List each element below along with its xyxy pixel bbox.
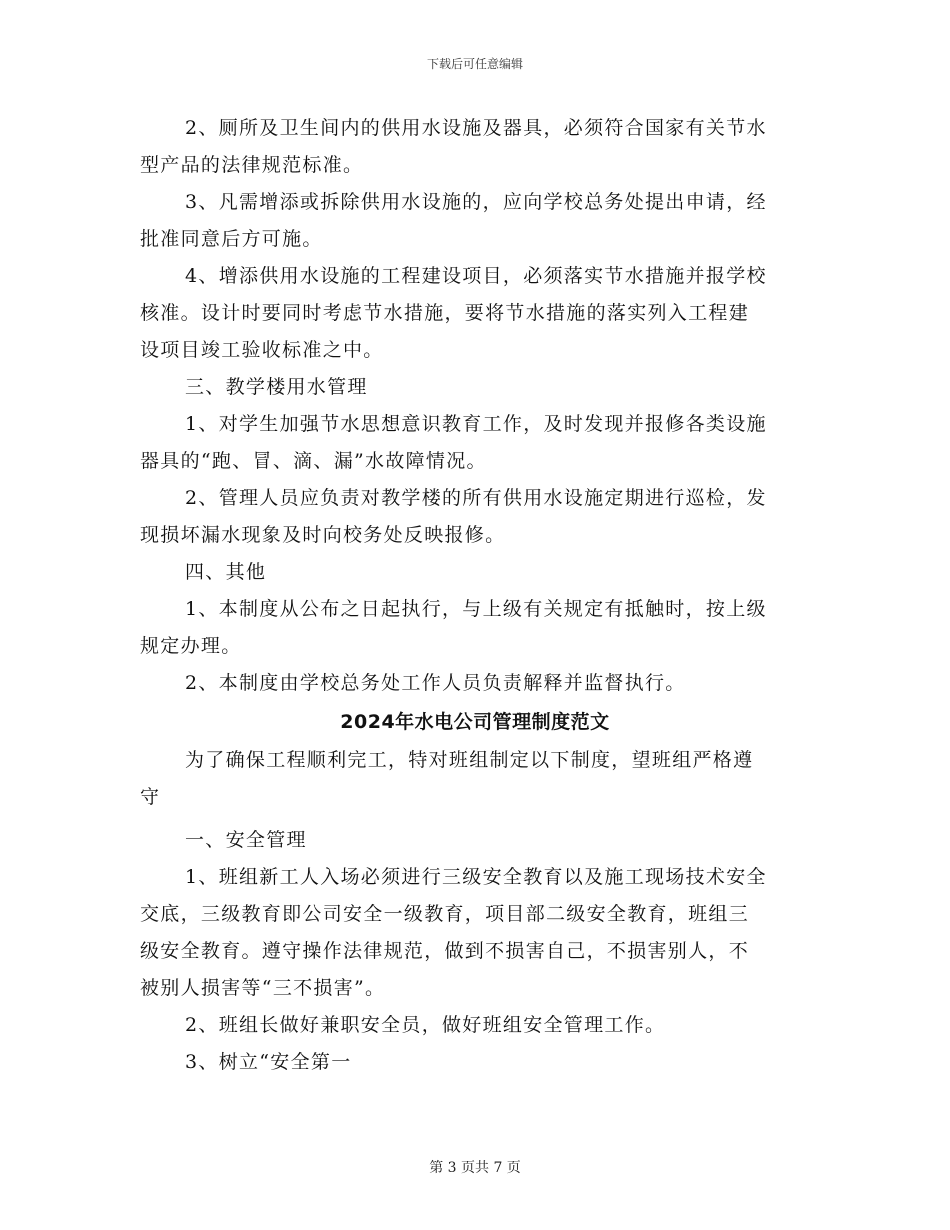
paragraph-line: 1、本制度从公布之日起执行，与上级有关规定有抵触时，按上级: [185, 598, 767, 620]
paragraph-line: 核准。设计时要同时考虑节水措施，要将节水措施的落实列入工程建: [140, 302, 750, 324]
paragraph-line: 规定办理。: [140, 635, 242, 657]
paragraph-line: 2、厕所及卫生间内的供用水设施及器具，必须符合国家有关节水: [185, 117, 767, 139]
paragraph-line: 被别人损害等“三不损害”。: [140, 977, 386, 999]
paragraph-line: 交底，三级教育即公司安全一级教育，项目部二级安全教育，班组三: [140, 903, 750, 925]
paragraph-line: 级安全教育。遵守操作法律规范，做到不损害自己，不损害别人，不: [140, 940, 750, 962]
section-heading: 四、其他: [185, 561, 267, 583]
paragraph-line: 3、凡需增添或拆除供用水设施的，应向学校总务处提出申请，经: [185, 191, 767, 213]
paragraph-line: 设项目竣工验收标准之中。: [140, 339, 384, 361]
section-heading: 一、安全管理: [185, 829, 307, 851]
paragraph-line: 4、增添供用水设施的工程建设项目，必须落实节水措施并报学校: [185, 265, 767, 287]
paragraph-line: 型产品的法律规范标准。: [140, 154, 364, 176]
paragraph-line: 2、管理人员应负责对教学楼的所有供用水设施定期进行巡检，发: [185, 487, 767, 509]
paragraph-line: 1、对学生加强节水思想意识教育工作，及时发现并报修各类设施: [185, 413, 767, 435]
paragraph-line: 1、班组新工人入场必须进行三级安全教育以及施工现场技术安全: [185, 866, 767, 888]
document-body: [140, 110, 810, 1081]
section-heading: 三、教学楼用水管理: [185, 376, 368, 398]
paragraph-line: 批准同意后方可施。: [140, 228, 323, 250]
paragraph-line: 为了确保工程顺利完工，特对班组制定以下制度，望班组严格遵: [185, 749, 754, 771]
page-header: 下载后可任意编辑: [426, 57, 523, 71]
paragraph-line: 器具的“跑、冒、滴、漏”水故障情况。: [140, 450, 487, 472]
paragraph-line: 守: [140, 786, 161, 808]
paragraph-line: 现损坏漏水现象及时向校务处反映报修。: [140, 524, 506, 546]
paragraph-line: 2、班组长做好兼职安全员，做好班组安全管理工作。: [185, 1014, 666, 1036]
document-title: 2024年水电公司管理制度范文: [340, 711, 610, 733]
paragraph-line: 2、本制度由学校总务处工作人员负责解释并监督执行。: [185, 672, 686, 694]
paragraph-line: 3、树立“安全第一: [185, 1051, 352, 1073]
page-footer: 第 3 页共 7 页: [429, 1160, 521, 1176]
